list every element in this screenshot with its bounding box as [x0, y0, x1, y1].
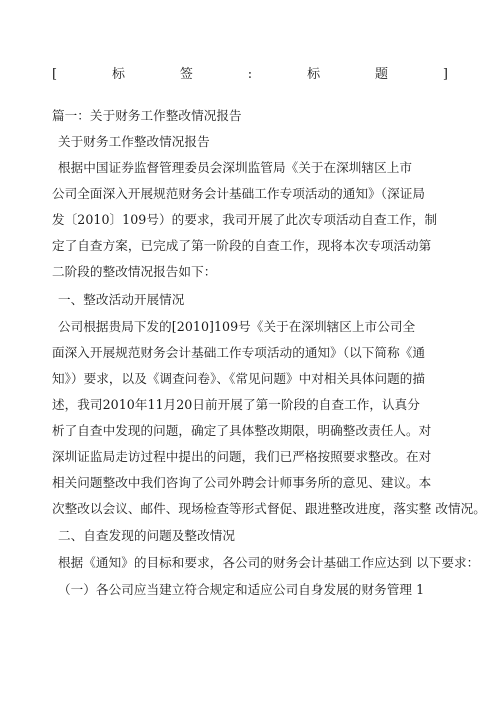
body-line: 发〔2010〕109号）的要求，我司开展了此次专项活动自查工作，制: [52, 212, 438, 227]
tag-char-2: 签: [179, 67, 193, 82]
body-line: 公司全面深入开展规范财务会计基础工作专项活动的通知》（深证局: [52, 186, 426, 201]
section-heading-1: 一、整改活动开展情况: [58, 292, 185, 307]
open-bracket: [: [52, 67, 58, 82]
body-line: （一）各公司应当建立符合规定和适应公司自身发展的财务管理 1: [58, 582, 425, 597]
body-line: 公司根据贵局下发的[2010]109号《关于在深圳辖区上市公司全: [58, 319, 416, 334]
body-line: 二阶段的整改情况报告如下：: [52, 264, 217, 279]
colon: :: [247, 67, 253, 82]
report-title: 关于财务工作整改情况报告: [58, 134, 210, 149]
body-line: 次整改以会议、邮件、现场检查等形式督促、跟进整改进度，落实整 改情况。: [52, 501, 486, 516]
body-line: 根据中国证券监督管理委员会深圳监管局《关于在深圳辖区上市: [58, 160, 413, 175]
body-line: 知》）要求，以及《调查问卷》、《常见问题》中对相关具体问题的描: [52, 371, 426, 386]
body-line: 析了自查中发现的问题，确定了具体整改期限，明确整改责任人。对: [52, 423, 432, 438]
body-line: 面深入开展规范财务会计基础工作专项活动的通知》（以下简称《通: [52, 345, 426, 360]
article-heading: 篇一：关于财务工作整改情况报告: [52, 108, 242, 123]
body-line: 定了自查方案，已完成了第一阶段的自查工作，现将本次专项活动第: [52, 238, 432, 253]
tag-char-1: 标: [111, 67, 125, 82]
body-line: 述，我司2010年11月20日前开展了第一阶段的自查工作，认真分: [52, 397, 420, 412]
tag-title-header: [52, 66, 448, 84]
body-line: 相关问题整改中我们咨询了公司外聘会计师事务所的意见、建议。本: [52, 475, 432, 490]
title-char-2: 题: [374, 67, 388, 82]
close-bracket: ]: [442, 67, 448, 82]
section-heading-2: 二、自查发现的问题及整改情况: [58, 528, 236, 543]
body-line: 深圳证监局走访过程中提出的问题，我们已严格按照要求整改。在对: [52, 449, 432, 464]
title-char-1: 标: [307, 67, 321, 82]
body-line: 根据《通知》的目标和要求，各公司的财务会计基础工作应达到 以下要求：: [58, 555, 480, 570]
